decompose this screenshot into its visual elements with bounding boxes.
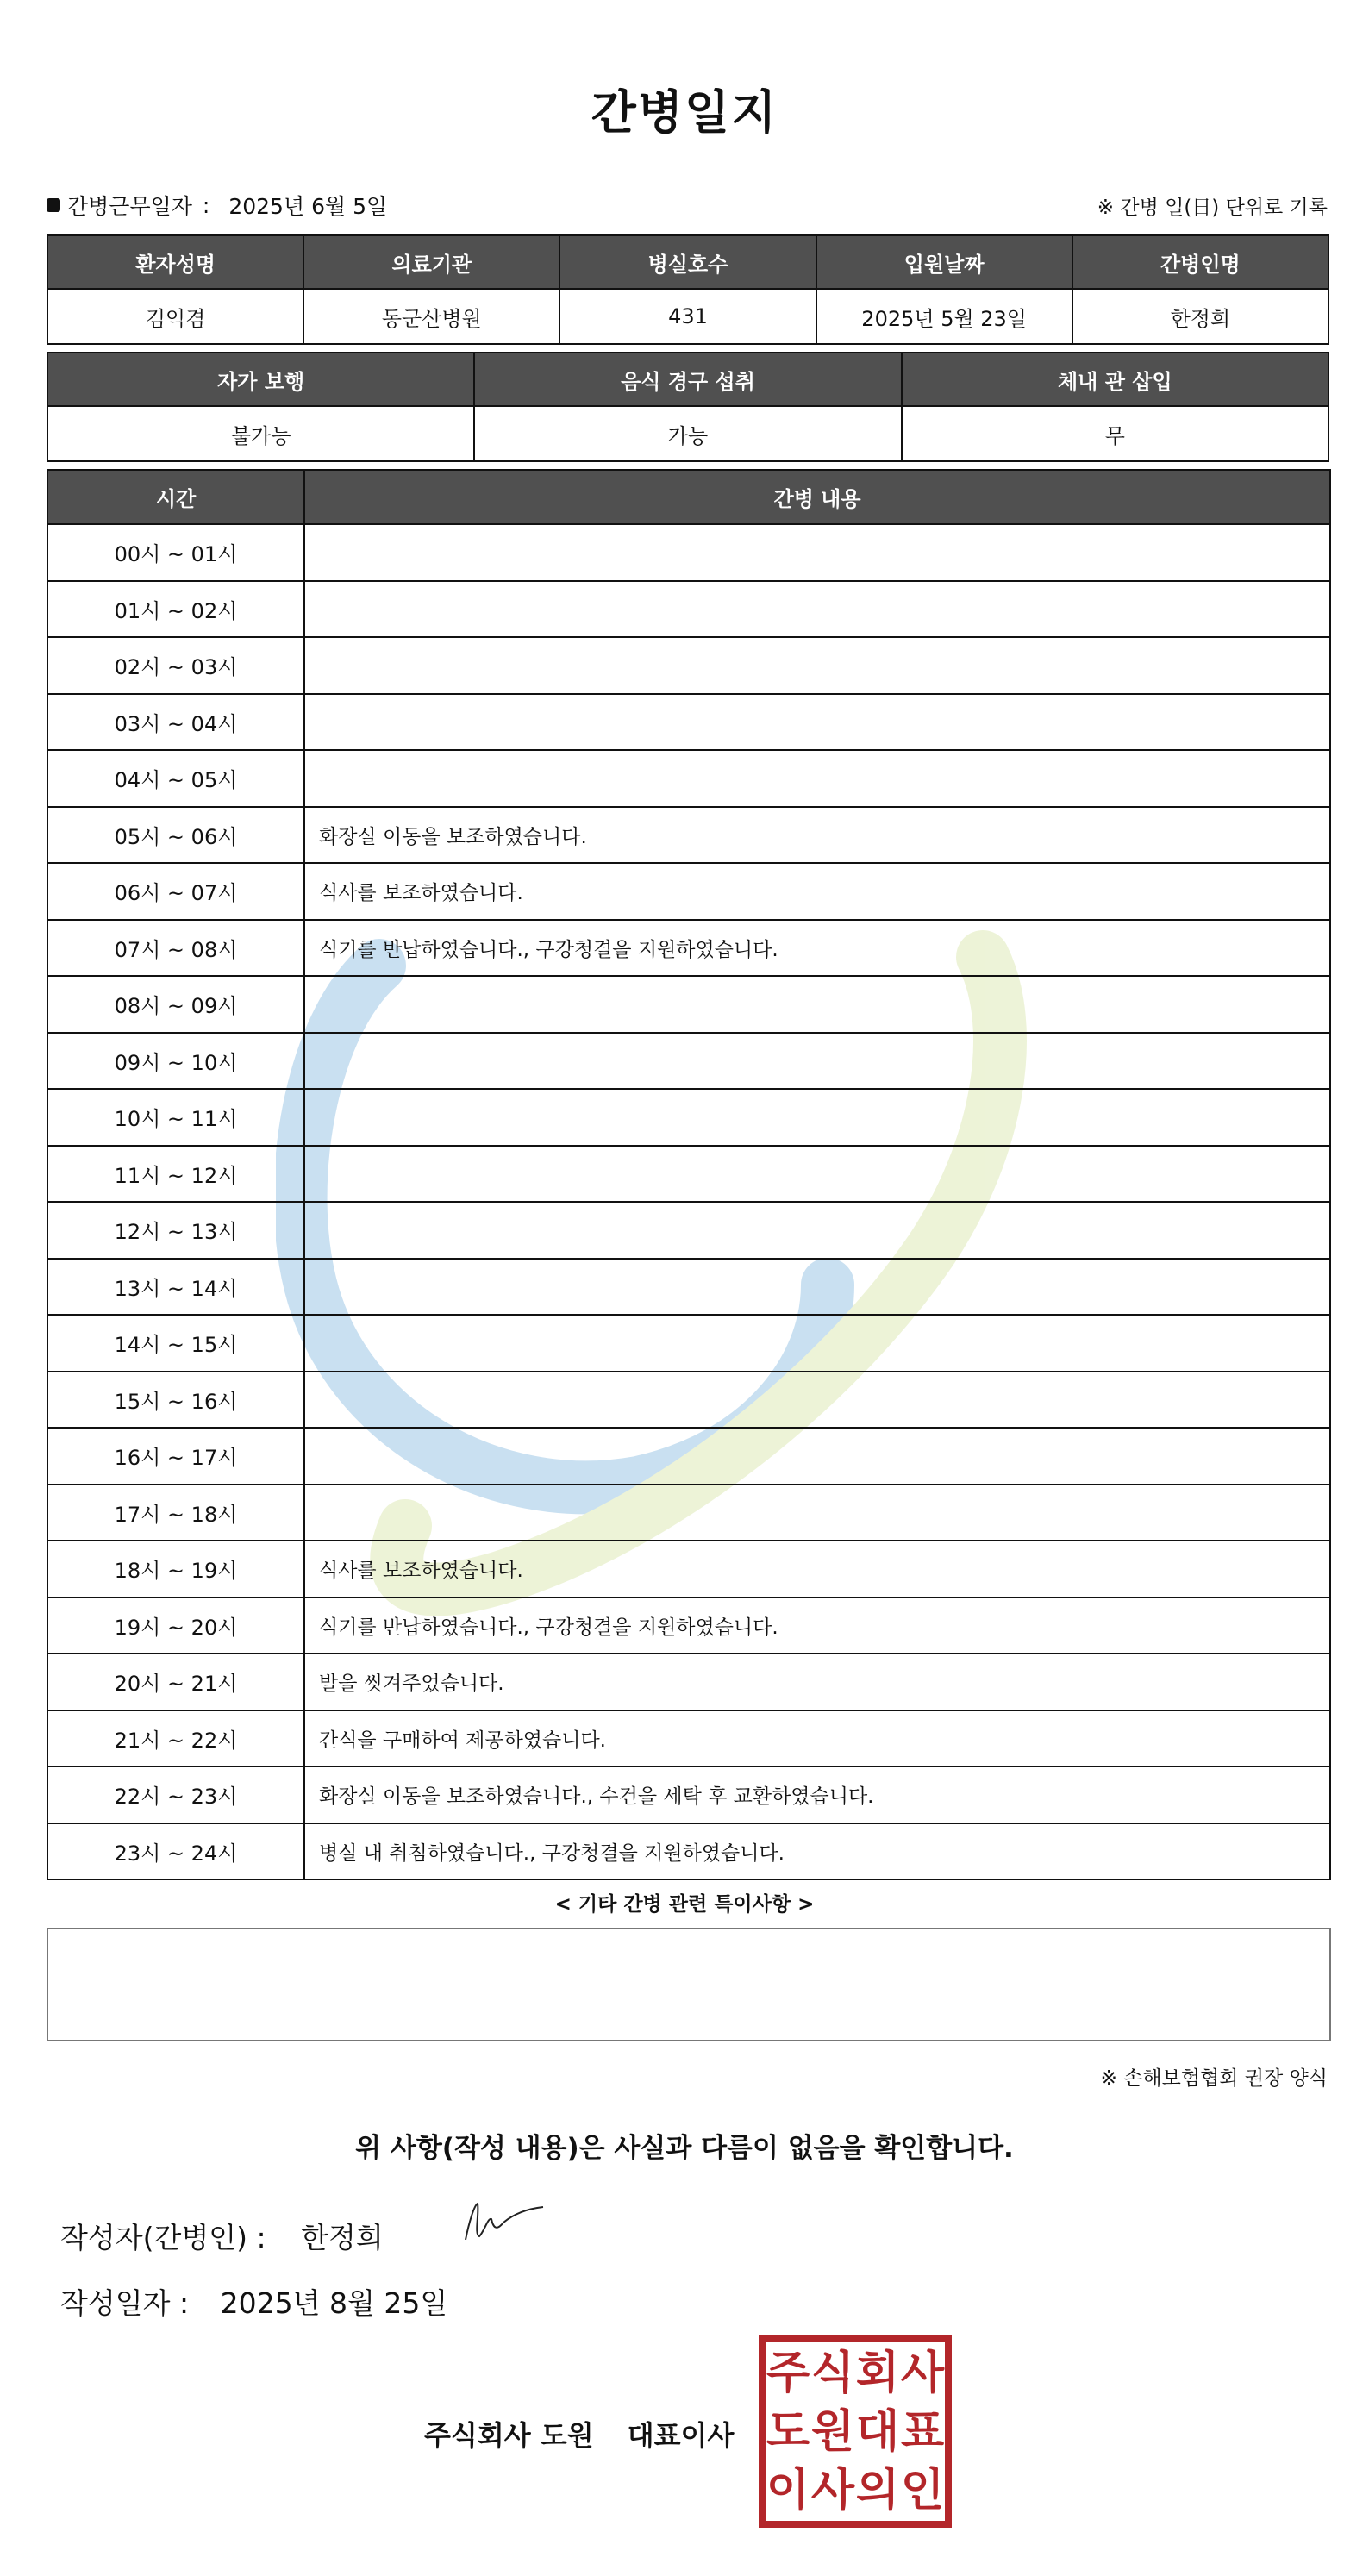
writer-label: 작성자(간병인) : <box>60 2221 266 2254</box>
care-content: 병실 내 취침하였습니다., 구강청결을 지원하였습니다. <box>304 1823 1330 1880</box>
time-slot: 19시 ~ 20시 <box>47 1597 304 1654</box>
header-care-content: 간병 내용 <box>304 470 1330 524</box>
table-row <box>47 1033 1330 1090</box>
table-row <box>47 1202 1330 1259</box>
time-slot: 02시 ~ 03시 <box>47 637 304 694</box>
seal-character: 식 <box>810 2348 855 2399</box>
room-number: 431 <box>559 289 816 344</box>
care-content <box>304 1089 1330 1146</box>
confirmation-statement: 위 사항(작성 내용)은 사실과 다름이 없음을 확인합니다. <box>355 2133 1014 2164</box>
work-date <box>47 190 387 221</box>
seal-character: 대 <box>855 2406 900 2458</box>
care-content: 화장실 이동을 보조하였습니다. <box>304 807 1330 864</box>
care-content <box>304 1372 1330 1429</box>
table-row <box>47 581 1330 638</box>
time-slot: 15시 ~ 16시 <box>47 1372 304 1429</box>
table-row <box>47 1428 1330 1485</box>
seal-character: 표 <box>900 2406 945 2458</box>
seal-character: 사 <box>810 2465 855 2517</box>
table-row <box>47 1541 1330 1597</box>
care-content <box>304 976 1330 1033</box>
seal-character: 회 <box>855 2348 900 2399</box>
table-row <box>47 1259 1330 1316</box>
walking-status: 불가능 <box>47 406 474 461</box>
care-content <box>304 750 1330 807</box>
table-row <box>47 524 1330 581</box>
patient-name: 김익겸 <box>47 289 303 344</box>
care-content <box>304 694 1330 751</box>
table-row <box>47 1315 1330 1372</box>
care-content <box>304 1033 1330 1090</box>
table-row <box>47 637 1330 694</box>
table-row <box>47 1089 1330 1146</box>
seal-character: 도 <box>766 2406 810 2458</box>
seal-character: 사 <box>900 2348 945 2399</box>
table-row <box>47 807 1330 864</box>
admission-date: 2025년 5월 23일 <box>816 289 1072 344</box>
square-bullet-icon <box>47 198 60 212</box>
table-row <box>47 1654 1330 1710</box>
company-role: 대표이사 <box>627 2419 735 2452</box>
written-date-value: 2025년 8월 25일 <box>220 2286 448 2320</box>
care-content <box>304 1146 1330 1203</box>
hospital: 동군산병원 <box>303 289 559 344</box>
care-content <box>304 1259 1330 1316</box>
work-date-value: 2025년 6월 5일 <box>228 194 388 219</box>
oral-intake-status: 가능 <box>474 406 901 461</box>
care-log-table <box>47 469 1331 1880</box>
time-slot: 17시 ~ 18시 <box>47 1485 304 1541</box>
remarks-box <box>47 1928 1331 2041</box>
table-row <box>47 1597 1330 1654</box>
time-slot: 08시 ~ 09시 <box>47 976 304 1033</box>
time-slot: 09시 ~ 10시 <box>47 1033 304 1090</box>
time-slot: 23시 ~ 24시 <box>47 1823 304 1880</box>
table-row <box>47 694 1330 751</box>
care-log-rows <box>47 524 1330 1879</box>
care-content <box>304 1315 1330 1372</box>
header-oral-intake: 음식 경구 섭취 <box>474 353 901 406</box>
written-date-label: 작성일자 : <box>60 2286 190 2320</box>
care-content: 간식을 구매하여 제공하였습니다. <box>304 1710 1330 1767</box>
time-slot: 10시 ~ 11시 <box>47 1089 304 1146</box>
care-content: 발을 씻겨주었습니다. <box>304 1654 1330 1710</box>
table-row <box>47 1766 1330 1823</box>
time-slot: 03시 ~ 04시 <box>47 694 304 751</box>
table-row <box>47 1485 1330 1541</box>
seal-character: 인 <box>900 2465 945 2517</box>
care-content: 식기를 반납하였습니다., 구강청결을 지원하였습니다. <box>304 1597 1330 1654</box>
time-slot: 00시 ~ 01시 <box>47 524 304 581</box>
care-content: 화장실 이동을 보조하였습니다., 수건을 세탁 후 교환하였습니다. <box>304 1766 1330 1823</box>
care-content <box>304 1202 1330 1259</box>
time-slot: 01시 ~ 02시 <box>47 581 304 638</box>
table-row <box>47 1823 1330 1880</box>
header-caregiver: 간병인명 <box>1072 235 1328 289</box>
care-content <box>304 524 1330 581</box>
table-row <box>47 1372 1330 1429</box>
table-row <box>47 750 1330 807</box>
header-time: 시간 <box>47 470 304 524</box>
time-slot: 11시 ~ 12시 <box>47 1146 304 1203</box>
table-row <box>47 1710 1330 1767</box>
remarks-content <box>48 1929 1329 1954</box>
care-content: 식기를 반납하였습니다., 구강청결을 지원하였습니다. <box>304 920 1330 977</box>
care-content <box>304 581 1330 638</box>
caregiver-name: 한정희 <box>1072 289 1328 344</box>
form-footnote: ※ 손해보험협회 권장 양식 <box>1100 2067 1328 2090</box>
writer-name: 한정희 <box>301 2221 384 2254</box>
written-date-line <box>60 2281 447 2322</box>
table-row <box>47 1146 1330 1203</box>
care-content <box>304 1485 1330 1541</box>
time-slot: 05시 ~ 06시 <box>47 807 304 864</box>
time-slot: 07시 ~ 08시 <box>47 920 304 977</box>
seal-character: 의 <box>855 2465 900 2517</box>
care-content: 식사를 보조하였습니다. <box>304 863 1330 920</box>
seal-character: 이 <box>766 2465 810 2517</box>
table-row <box>47 920 1330 977</box>
header-hospital: 의료기관 <box>303 235 559 289</box>
patient-info-table <box>47 234 1329 345</box>
time-slot: 22시 ~ 23시 <box>47 1766 304 1823</box>
time-slot: 13시 ~ 14시 <box>47 1259 304 1316</box>
header-patient-name: 환자성명 <box>47 235 303 289</box>
company-signature <box>424 2414 734 2454</box>
time-slot: 16시 ~ 17시 <box>47 1428 304 1485</box>
time-slot: 14시 ~ 15시 <box>47 1315 304 1372</box>
header-walking: 자가 보행 <box>47 353 474 406</box>
time-slot: 21시 ~ 22시 <box>47 1710 304 1767</box>
care-content <box>304 637 1330 694</box>
time-slot: 12시 ~ 13시 <box>47 1202 304 1259</box>
remarks-title: < 기타 간병 관련 특이사항 > <box>554 1893 815 1916</box>
table-row <box>47 863 1330 920</box>
time-slot: 06시 ~ 07시 <box>47 863 304 920</box>
work-date-label: 간병근무일자 <box>67 194 192 219</box>
header-room: 병실호수 <box>559 235 816 289</box>
time-slot: 18시 ~ 19시 <box>47 1541 304 1597</box>
header-tube: 체내 관 삽입 <box>902 353 1328 406</box>
time-slot: 20시 ~ 21시 <box>47 1654 304 1710</box>
record-note: ※ 간병 일(日) 단위로 기록 <box>1097 197 1328 219</box>
header-admission-date: 입원날짜 <box>816 235 1072 289</box>
signature-scribble <box>462 2197 548 2248</box>
document-title: 간병일지 <box>591 85 778 140</box>
writer-line <box>60 2216 384 2256</box>
company-seal-stamp <box>759 2335 952 2528</box>
care-content <box>304 1428 1330 1485</box>
time-slot: 04시 ~ 05시 <box>47 750 304 807</box>
company-name: 주식회사 도원 <box>424 2419 594 2452</box>
patient-status-table <box>47 352 1329 462</box>
table-row <box>47 976 1330 1033</box>
seal-character: 원 <box>810 2406 855 2458</box>
care-content: 식사를 보조하였습니다. <box>304 1541 1330 1597</box>
work-date-separator: : <box>202 192 210 218</box>
tube-status: 무 <box>902 406 1328 461</box>
seal-character: 주 <box>766 2348 810 2399</box>
